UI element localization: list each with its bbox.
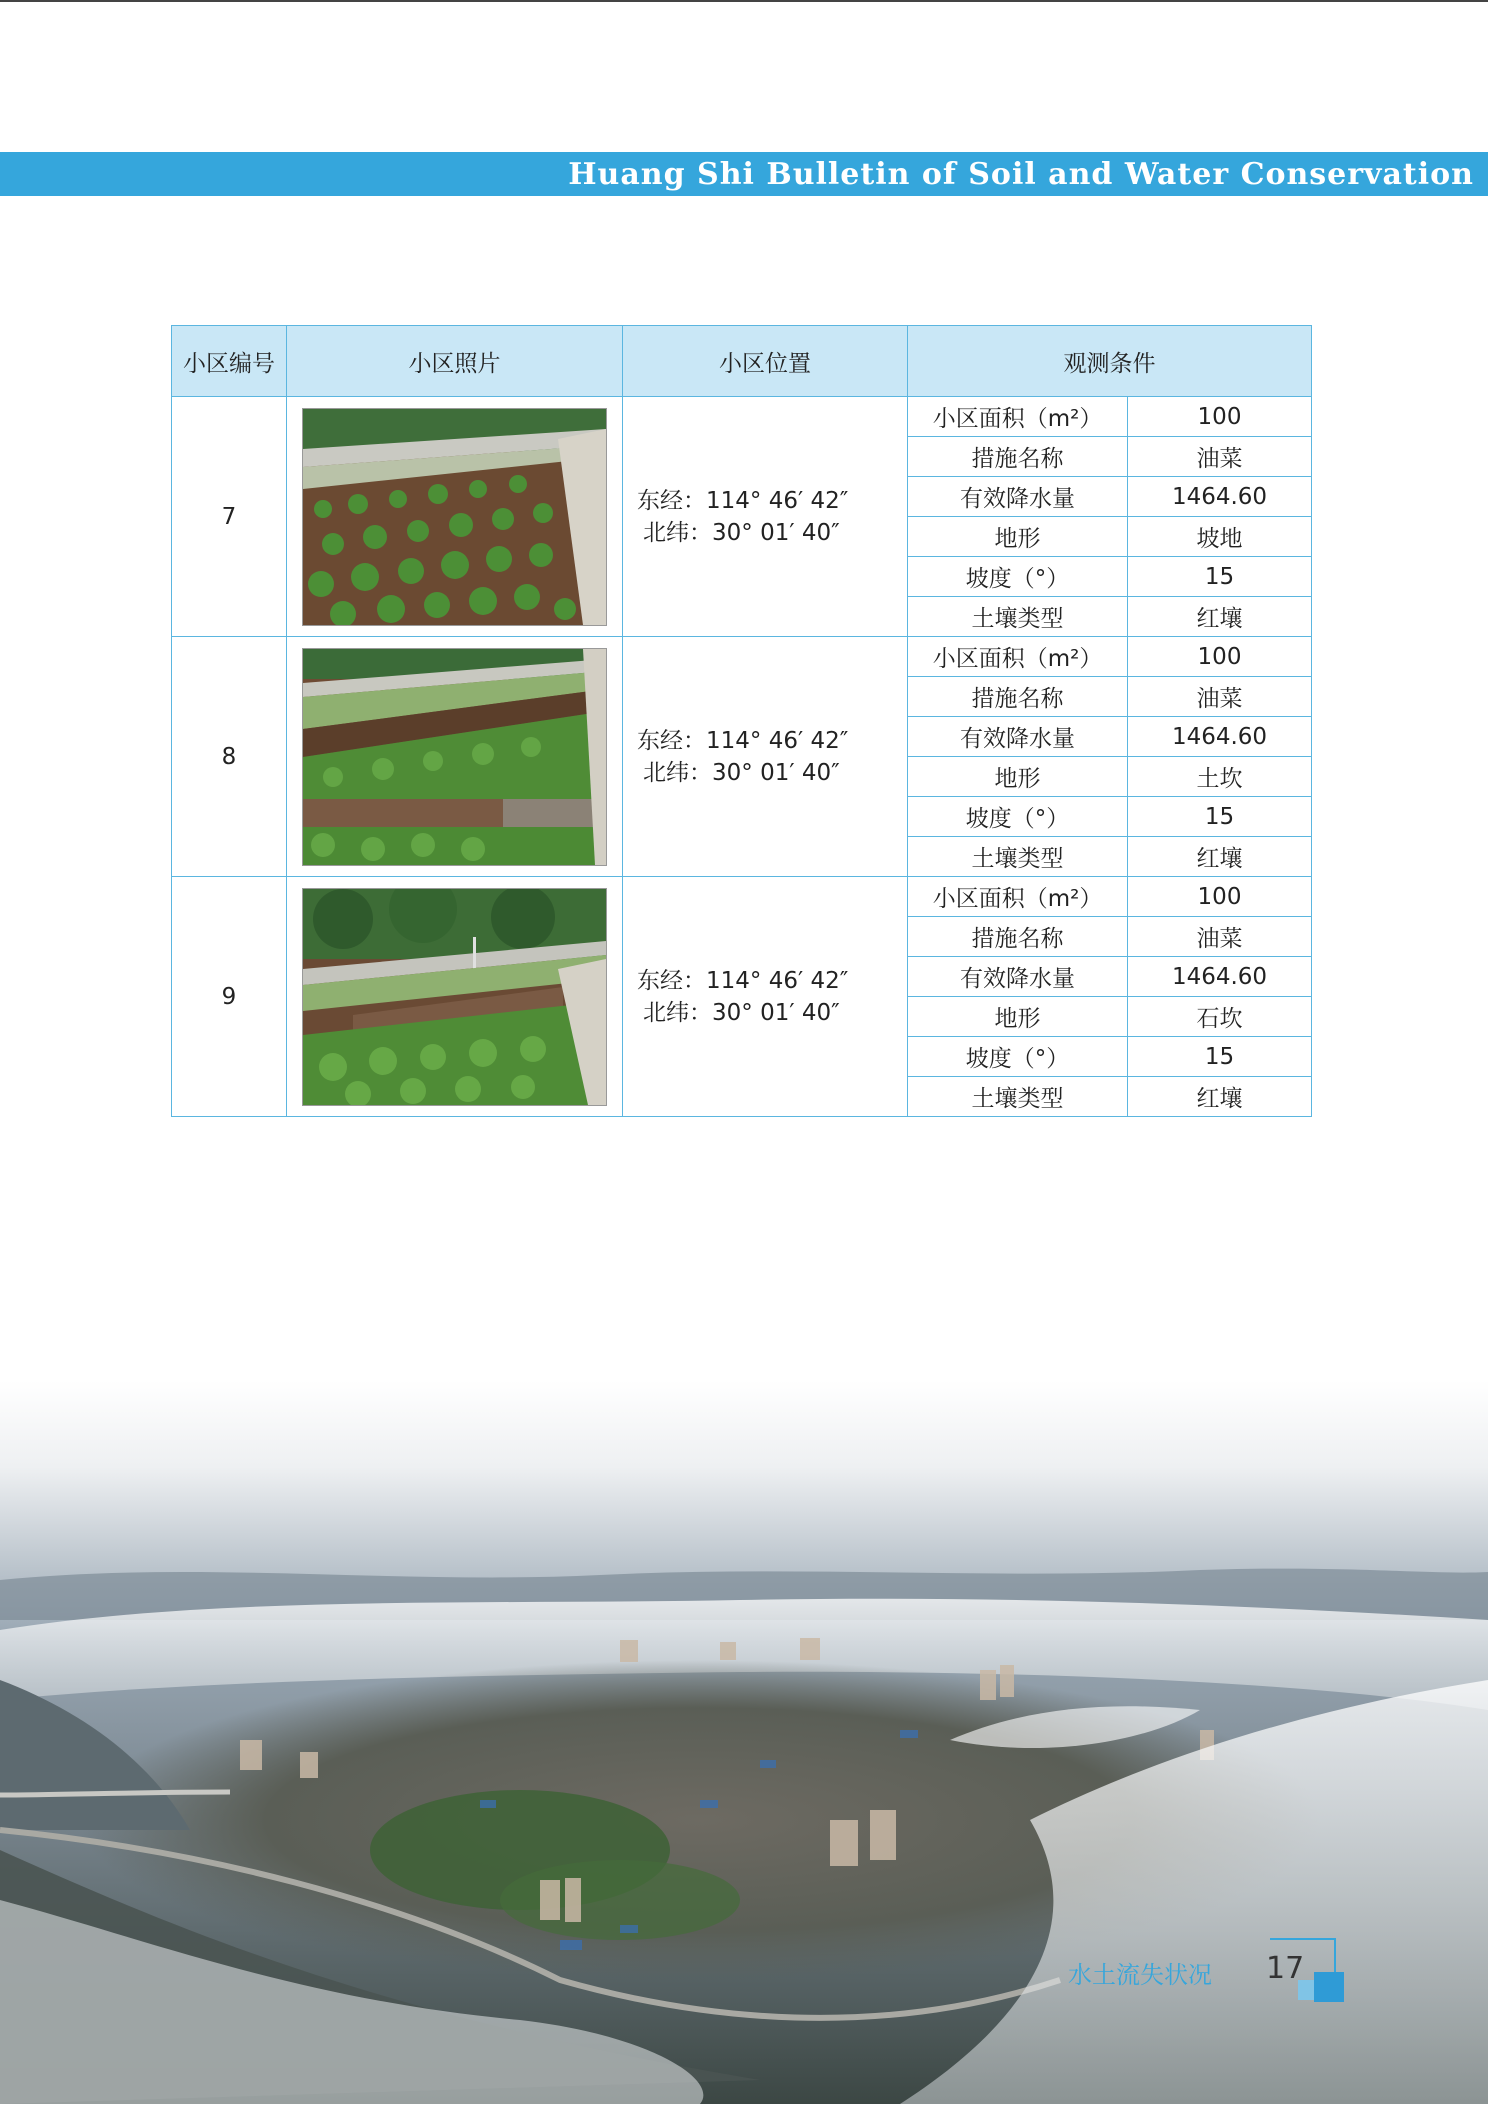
table-row [172,877,1312,917]
condition-label: 坡度（°） [908,797,1128,837]
condition-label: 土壤类型 [908,837,1128,877]
plot-photo [302,888,607,1106]
top-rule [0,0,1488,2]
bulletin-title: Huang Shi Bulletin of Soil and Water Conservation [568,156,1474,192]
plot-location [623,397,908,637]
condition-label: 坡度（°） [908,557,1128,597]
condition-value: 15 [1128,557,1312,597]
header-band [0,152,1488,196]
page-number: 17 [1266,1951,1305,1986]
condition-value: 100 [1128,877,1312,917]
condition-label: 措施名称 [908,437,1128,477]
aerial-city-photo [0,1380,1488,2104]
latitude: 北纬：30° 01′ 40″ [643,999,840,1026]
plot-photo [302,648,607,866]
condition-value: 100 [1128,397,1312,437]
condition-label: 小区面积（m²） [908,397,1128,437]
header-plot-id: 小区编号 [172,326,287,397]
page-number-square [1314,1972,1344,2002]
table-header-row [172,326,1312,397]
condition-value: 土坎 [1128,757,1312,797]
condition-value: 15 [1128,797,1312,837]
condition-value: 红壤 [1128,837,1312,877]
plot-location [623,877,908,1117]
plot-id: 9 [172,877,287,1117]
condition-label: 有效降水量 [908,477,1128,517]
plot-photo-cell [287,397,623,637]
condition-label: 小区面积（m²） [908,877,1128,917]
condition-value: 坡地 [1128,517,1312,557]
table-row [172,637,1312,677]
condition-label: 地形 [908,757,1128,797]
plot-table [171,325,1312,1117]
condition-value: 1464.60 [1128,717,1312,757]
plot-location [623,637,908,877]
condition-label: 地形 [908,997,1128,1037]
condition-value: 油菜 [1128,437,1312,477]
condition-label: 措施名称 [908,917,1128,957]
condition-value: 100 [1128,637,1312,677]
latitude: 北纬：30° 01′ 40″ [643,519,840,546]
table-row [172,397,1312,437]
condition-value: 15 [1128,1037,1312,1077]
footer-section-label: 水土流失状况 [1068,1961,1212,1989]
condition-label: 土壤类型 [908,597,1128,637]
condition-value: 1464.60 [1128,477,1312,517]
plot-photo-cell [287,637,623,877]
header-conditions: 观测条件 [908,326,1312,397]
condition-value: 石坎 [1128,997,1312,1037]
header-plot-photo: 小区照片 [287,326,623,397]
longitude: 东经：114° 46′ 42″ [637,967,849,994]
condition-value: 油菜 [1128,917,1312,957]
condition-value: 红壤 [1128,1077,1312,1117]
condition-value: 油菜 [1128,677,1312,717]
header-plot-location: 小区位置 [623,326,908,397]
condition-value: 1464.60 [1128,957,1312,997]
plot-id: 8 [172,637,287,877]
plot-photo-cell [287,877,623,1117]
longitude: 东经：114° 46′ 42″ [637,727,849,754]
condition-label: 地形 [908,517,1128,557]
condition-label: 有效降水量 [908,957,1128,997]
plot-id: 7 [172,397,287,637]
longitude: 东经：114° 46′ 42″ [637,487,849,514]
condition-label: 小区面积（m²） [908,637,1128,677]
condition-value: 红壤 [1128,597,1312,637]
condition-label: 有效降水量 [908,717,1128,757]
condition-label: 措施名称 [908,677,1128,717]
latitude: 北纬：30° 01′ 40″ [643,759,840,786]
plot-photo [302,408,607,626]
condition-label: 坡度（°） [908,1037,1128,1077]
condition-label: 土壤类型 [908,1077,1128,1117]
